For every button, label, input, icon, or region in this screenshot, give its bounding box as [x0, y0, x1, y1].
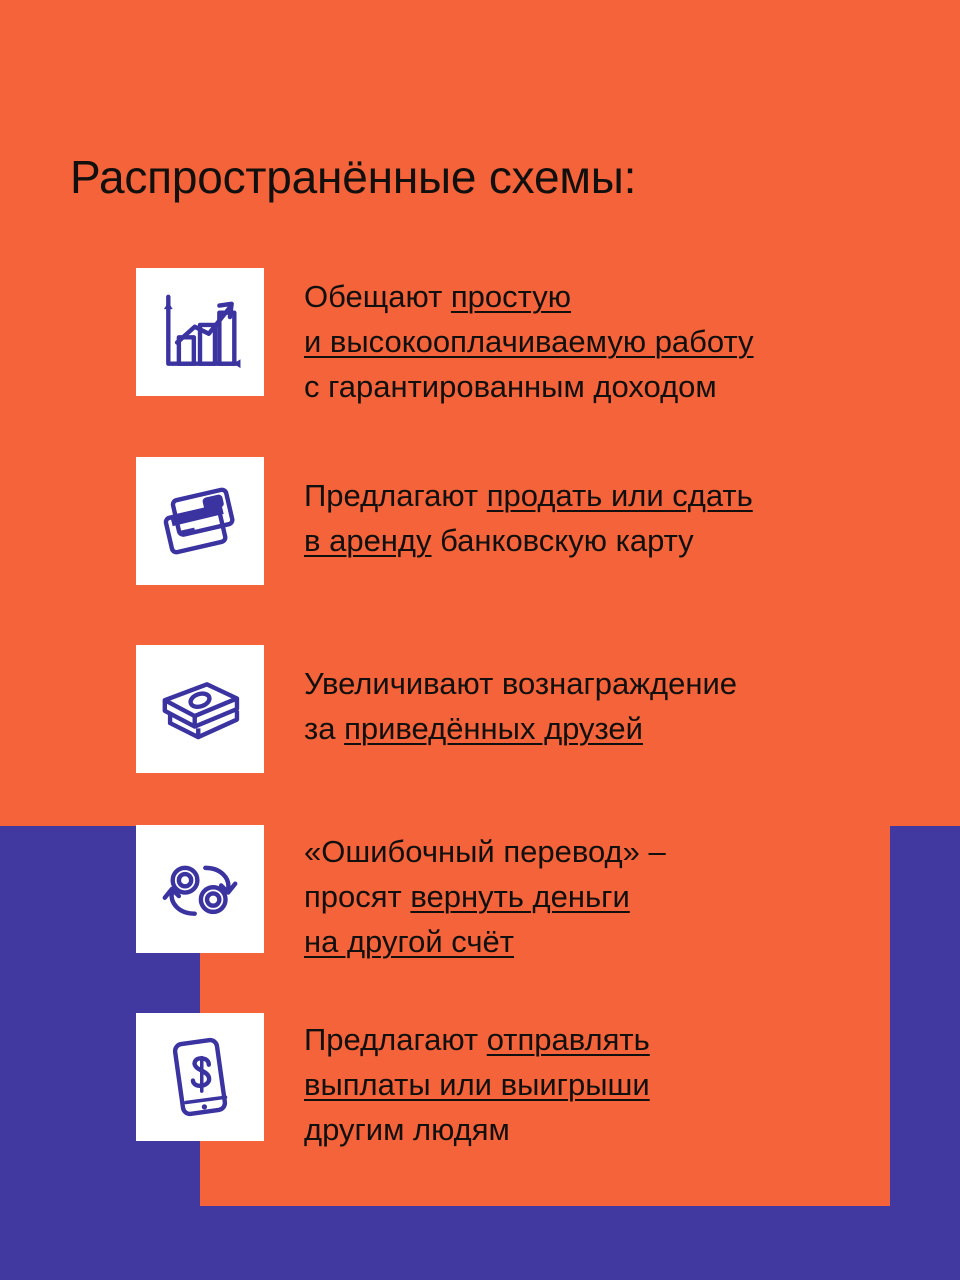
- list-item: [136, 268, 754, 409]
- plain-text: за: [304, 711, 345, 746]
- plain-text: Предлагают: [304, 1022, 487, 1057]
- list-item-text: [304, 274, 754, 409]
- bar-chart-growth-icon: [156, 288, 244, 376]
- list-item-text: [304, 473, 753, 563]
- list-item-line: [304, 829, 666, 874]
- list-item: [136, 1013, 650, 1152]
- icon-tile: [136, 645, 264, 773]
- plain-text: «Ошибочный перевод» –: [304, 834, 666, 869]
- plain-text: просят: [304, 879, 411, 914]
- list-item-line: [304, 1107, 650, 1152]
- plain-text: банковскую карту: [431, 523, 694, 558]
- list-item-line: [304, 874, 666, 919]
- icon-tile: [136, 825, 264, 953]
- cash-stack-icon: [156, 665, 244, 753]
- phone-payment-icon: [156, 1033, 244, 1121]
- icon-tile: [136, 457, 264, 585]
- list-item-line: [304, 364, 754, 409]
- list-item-text: [304, 829, 666, 964]
- emphasis-text: отправлять: [486, 1022, 650, 1057]
- icon-tile: [136, 268, 264, 396]
- list-item-line: [304, 1062, 650, 1107]
- emphasis-text: простую: [450, 279, 571, 314]
- plain-text: другим людям: [304, 1112, 510, 1147]
- list-item-text: [304, 1017, 650, 1152]
- emphasis-text: и высокооплачиваемую работу: [304, 324, 754, 359]
- list-item-line: [304, 661, 737, 706]
- plain-text: Предлагают: [304, 478, 487, 513]
- plain-text: Увеличивают вознаграждение: [304, 666, 738, 701]
- list-item-line: [304, 319, 754, 364]
- emphasis-text: выплаты или выигрыши: [304, 1067, 650, 1102]
- list-item-line: [304, 919, 666, 964]
- list-item: [136, 825, 666, 964]
- page-title: Распространённые схемы:: [70, 150, 637, 203]
- emphasis-text: приведённых друзей: [344, 711, 643, 746]
- emphasis-text: в аренду: [304, 523, 432, 558]
- coins-transfer-icon: [156, 845, 244, 933]
- list-item: [136, 645, 737, 773]
- emphasis-text: продать или сдать: [486, 478, 753, 513]
- emphasis-text: на другой счёт: [304, 924, 514, 959]
- list-item-line: [304, 274, 754, 319]
- list-item-line: [304, 473, 753, 518]
- list-item-line: [304, 706, 737, 751]
- plain-text: с гарантированным доходом: [304, 369, 717, 404]
- list-item-line: [304, 1017, 650, 1062]
- list-item-text: [304, 661, 737, 751]
- icon-tile: [136, 1013, 264, 1141]
- list-item: [136, 457, 753, 585]
- plain-text: Обещают: [304, 279, 451, 314]
- bank-cards-icon: [156, 477, 244, 565]
- emphasis-text: вернуть деньги: [410, 879, 630, 914]
- list-item-line: [304, 518, 753, 563]
